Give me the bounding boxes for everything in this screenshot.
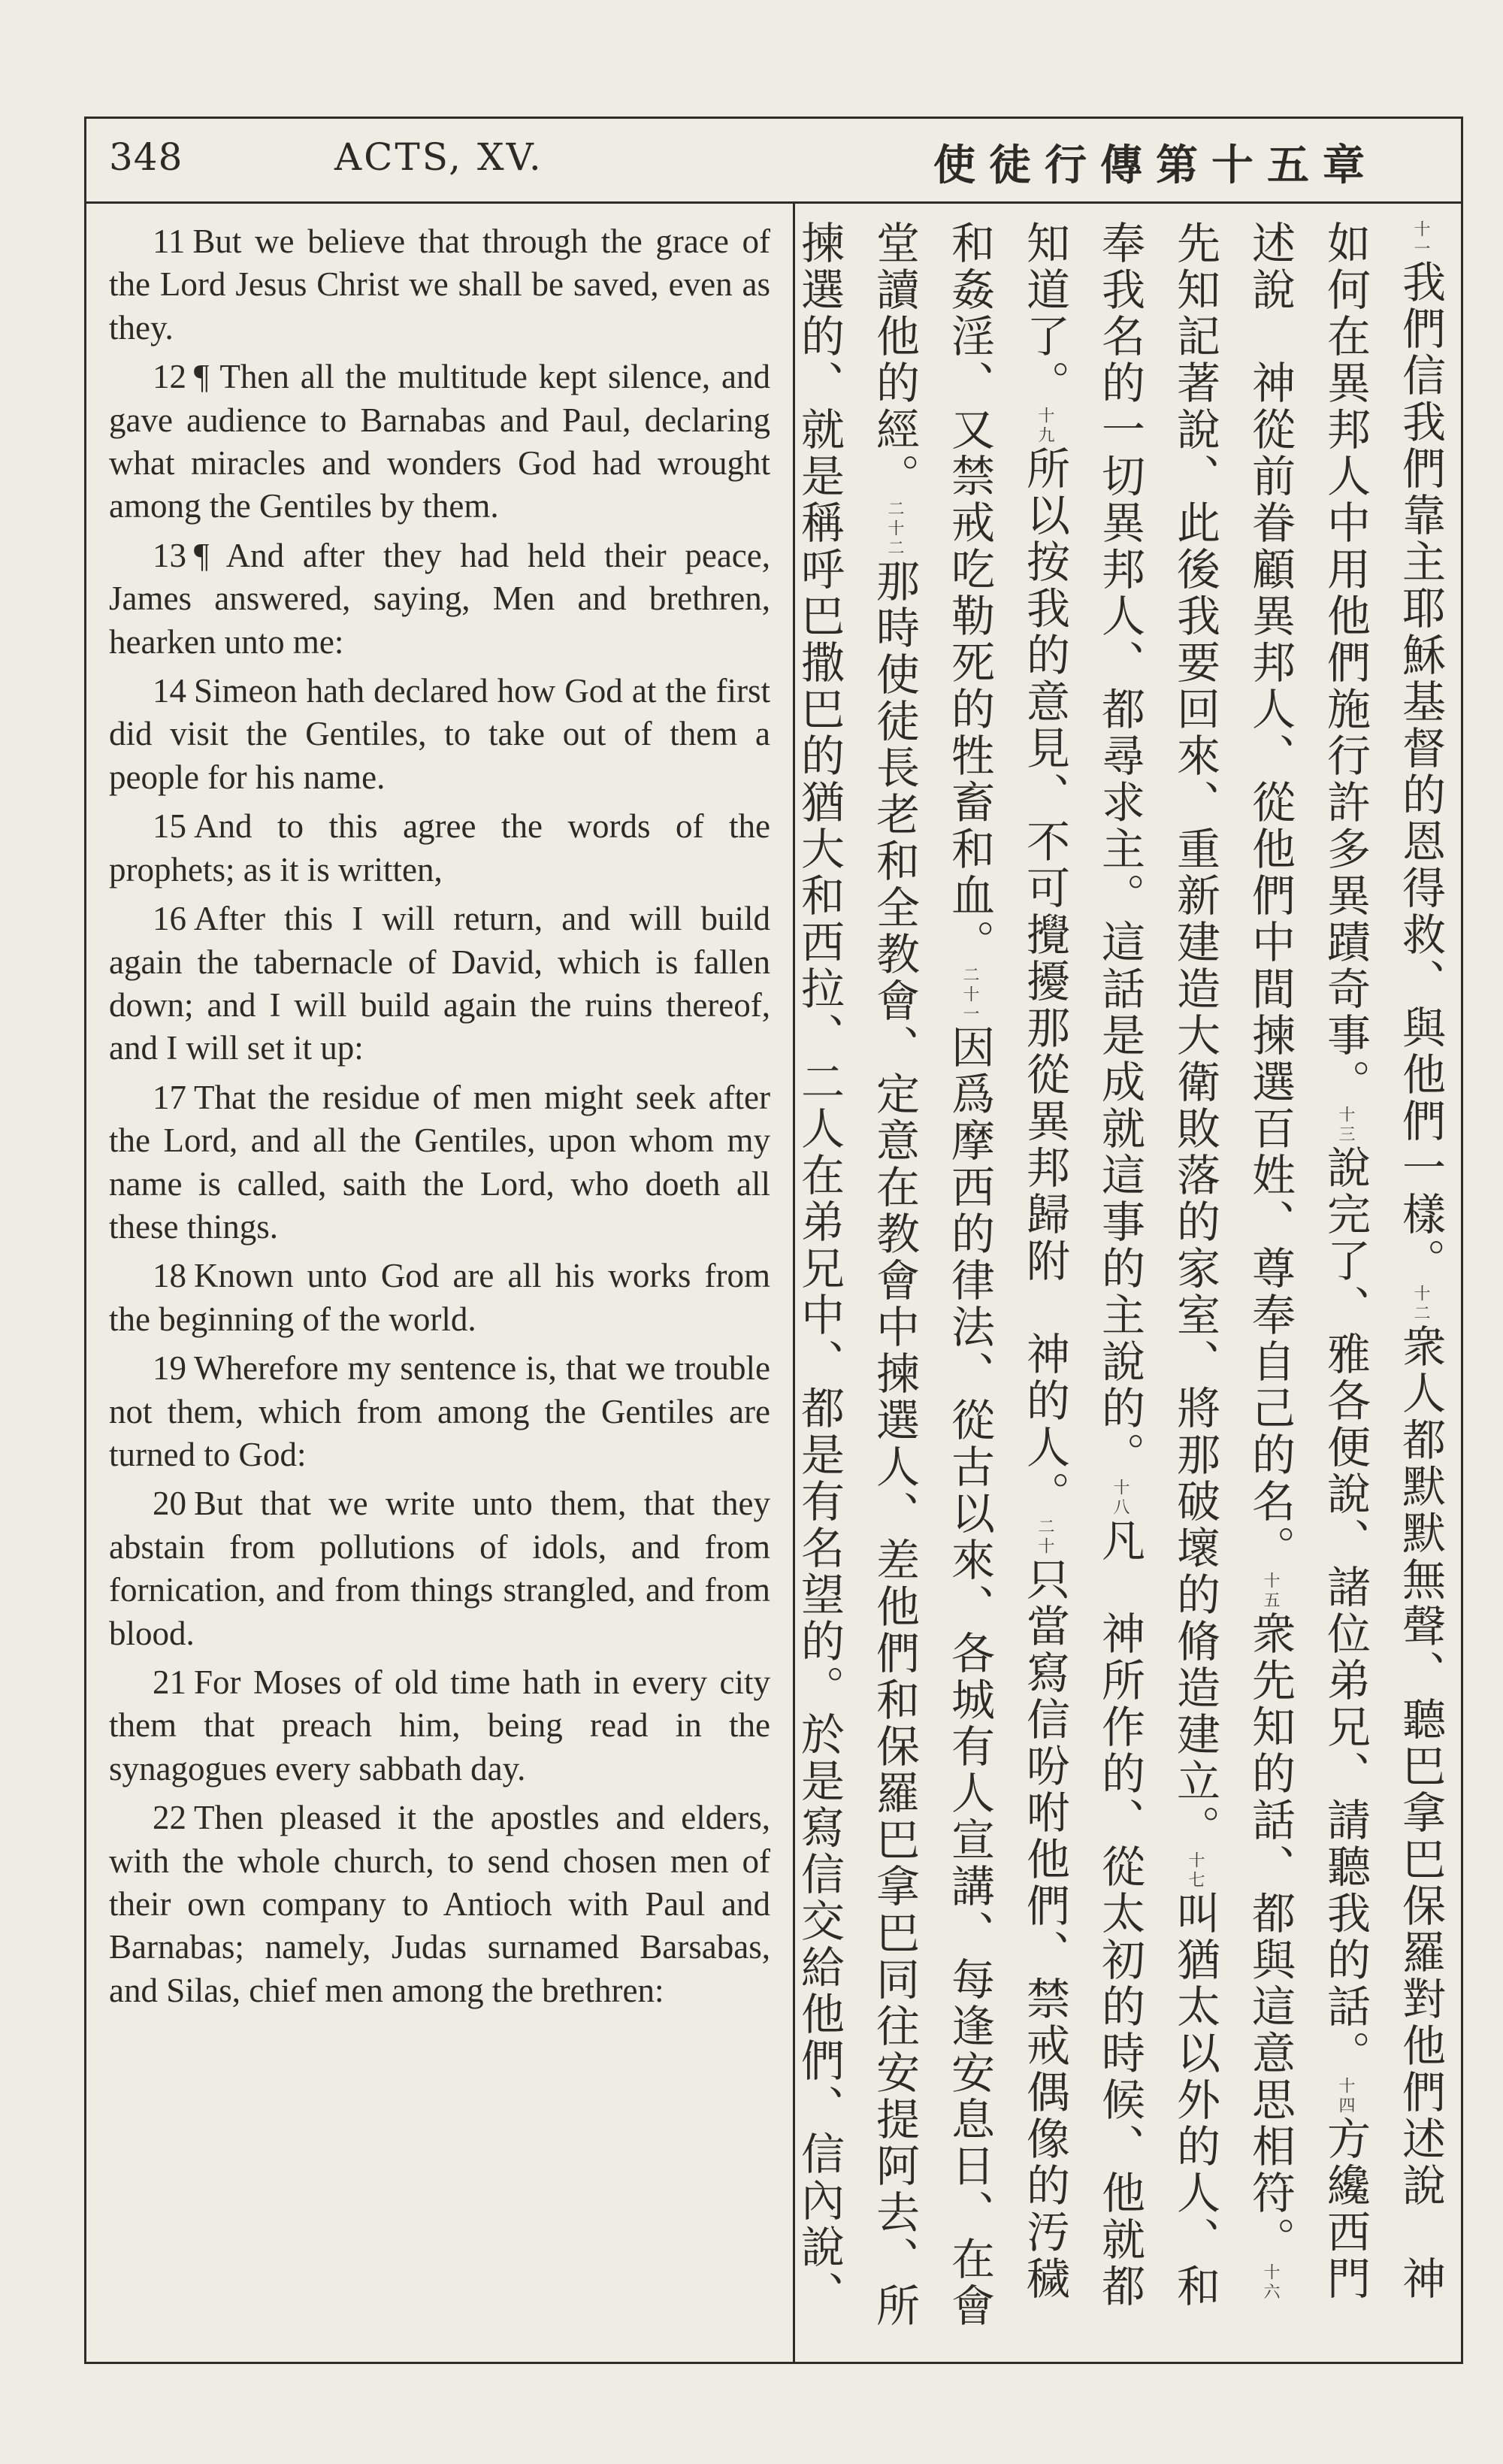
verse-text: Known unto God are all his works from the beginning of the world. xyxy=(109,1257,770,1338)
verse-number: 18 xyxy=(153,1257,186,1295)
english-verse xyxy=(109,805,770,891)
chinese-verse-text: 因爲摩西的律法、從古以來、各城有人宣講、每逢安息日、在會堂讀他的經。 xyxy=(869,220,995,2329)
chinese-verse-text: 只當寫信吩咐他們、禁戒偶像的汚穢和姦淫、又禁戒吃勒死的牲畜和血。 xyxy=(944,220,1070,2302)
english-verse xyxy=(109,534,770,664)
verse-text: And to this agree the words of the prophets; as it is written, xyxy=(109,807,770,888)
chinese-verse-number: 十八 xyxy=(1111,1479,1130,1518)
english-verse xyxy=(109,1347,770,1476)
chinese-verse-number: 十一 xyxy=(1411,220,1430,259)
english-verse xyxy=(109,1661,770,1790)
english-verse xyxy=(109,1255,770,1341)
chinese-verse-text: 衆先知的話、都與這意思相符。 xyxy=(1244,1611,1296,2263)
page-frame xyxy=(84,117,1463,2364)
chinese-verse-number: 十九 xyxy=(1036,407,1054,446)
chinese-verse-text: 說完了、雅各便說、諸位弟兄、請聽我的話。 xyxy=(1320,1145,1371,2077)
verse-number: 13 xyxy=(153,536,186,574)
chinese-text-column xyxy=(794,220,1458,2347)
english-text-column xyxy=(109,220,770,2018)
verse-text: After this I will return, and will build again the tabernacle of David, which is fallen down; and I will build again the ruins thereof, and I will set it up: xyxy=(109,900,770,1067)
verse-number: 12 xyxy=(153,358,186,396)
verse-text: For Moses of old time hath in every city them that preach him, being read in the synagogues every sabbath day. xyxy=(109,1663,770,1787)
verse-number: 22 xyxy=(153,1799,186,1837)
english-verse xyxy=(109,670,770,799)
verse-text: Wherefore my sentence is, that we trouble not them, which from among the Gentiles are turned to God: xyxy=(109,1349,770,1473)
verse-number: 21 xyxy=(153,1663,186,1701)
chinese-verse-text: 先知記著說、此後我要回來、重新建造大衛敗落的家室、將那破壞的脩造建立。 xyxy=(1169,220,1220,1851)
verse-number: 20 xyxy=(153,1485,186,1523)
chinese-verse-number: 十三 xyxy=(1336,1106,1355,1145)
running-header xyxy=(86,119,1461,204)
verse-text: But that we write unto them, that they abstain from pollutions of idols, and from fornication, and from things strangled, and from blood. xyxy=(109,1485,770,1652)
verse-number: 14 xyxy=(153,672,186,710)
verse-number: 19 xyxy=(153,1349,186,1388)
verse-text: Simeon hath declared how God at the first did visit the Gentiles, to take out of them a people for his name. xyxy=(109,672,770,796)
chinese-verse-number: 十六 xyxy=(1261,2263,1280,2302)
verse-number: 16 xyxy=(153,900,186,938)
chinese-verse-text: 那時使徒長老和全教會、定意在教會中揀選人、差他們和保羅巴拿巴同往安提阿去、所揀選的、就是稱呼巴撒巴的猶大和西拉、二人在弟兄中、都是有名望的。於是寫信交給他們、信內說、 xyxy=(794,220,920,2329)
verse-text: ¶ Then all the multitude kept silence, and gave audience to Barnabas and Paul, declaring what miracles and wonders God had wrought among the Gentiles by them. xyxy=(109,358,770,525)
page-number: 348 xyxy=(109,135,183,179)
verse-text: Then pleased it the apostles and elders, with the whole church, to send chosen men of their own company to Antioch with Paul and Barnabas; namely, Judas surnamed Barsabas, and Silas, chief men among the brethren: xyxy=(109,1799,770,2009)
chinese-verse-text: 我們信我們靠主耶穌基督的恩得救、與他們一樣。 xyxy=(1395,259,1446,1285)
chinese-verse-text: 所以按我的意見、不可攪擾那從異邦歸附 神的人。 xyxy=(1019,446,1070,1518)
verse-number: 15 xyxy=(153,807,186,846)
english-verse xyxy=(109,1797,770,2012)
chinese-verse-number: 二十一 xyxy=(960,966,979,1025)
verse-number: 11 xyxy=(153,222,186,260)
running-title: ACTS, XV. xyxy=(334,135,543,179)
chinese-verse-text: 凡 神所作的、從太初的時候、他就都知道了。 xyxy=(1019,220,1145,2310)
chinese-verse-number: 十七 xyxy=(1186,1851,1205,1890)
english-verse xyxy=(109,356,770,528)
english-verse xyxy=(109,898,770,1070)
chinese-verse-number: 二十二 xyxy=(885,500,904,558)
english-verse xyxy=(109,1482,770,1655)
chinese-verse-number: 二十 xyxy=(1036,1518,1054,1557)
chinese-verse-text: 衆人都默默無聲、聽巴拿巴保羅對他們述說 神如何在異邦人中用他們施行許多異蹟奇事。 xyxy=(1320,220,1446,2302)
verse-text: That the residue of men might seek after the Lord, and all the Gentiles, upon whom my name is called, saith the Lord, who doeth all these things. xyxy=(109,1078,770,1246)
chinese-running-title: 使徒行傳第十五章 xyxy=(933,141,1378,190)
chinese-verse-text: 方纔西門述說 神從前眷顧異邦人、從他們中間揀選百姓、尊奉自己的名。 xyxy=(1244,220,1371,2302)
verse-text: But we believe that through the grace of the Lord Jesus Christ we shall be saved, even as they. xyxy=(109,222,770,347)
verse-number: 17 xyxy=(153,1078,186,1116)
english-verse xyxy=(109,1076,770,1249)
verse-text: ¶ And after they had held their peace, James answered, saying, Men and brethren, hearken unto me: xyxy=(109,536,770,661)
chinese-verse-number: 十二 xyxy=(1411,1285,1430,1324)
english-verse xyxy=(109,220,770,350)
chinese-verse-text: 叫猶太以外的人、和奉我名的一切異邦人、都尋求主。這話是成就這事的主說的。 xyxy=(1094,220,1220,2310)
chinese-verse-number: 十五 xyxy=(1261,1572,1280,1611)
chinese-verse-number: 十四 xyxy=(1336,2077,1355,2116)
